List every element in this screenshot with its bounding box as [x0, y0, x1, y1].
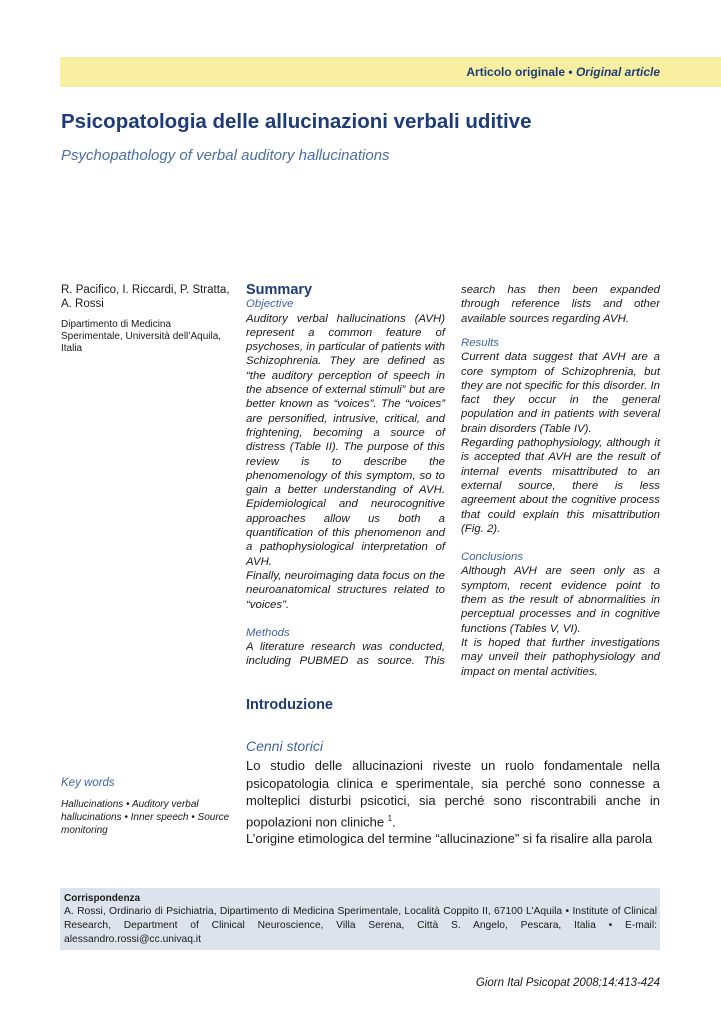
- paper-subtitle: Psychopathology of verbal auditory hallucinations: [61, 147, 390, 164]
- objective-text: Auditory verbal hallucinations (AVH) represent a common feature of psychoses, in particular of patients with Schizophrenia. They are defined as “the auditory perception of speech in the absence of external stimuli” but are better known as “voices”. The “voices” are personified, intrusive, critical, and frightening, becoming a source of distress (Table II). The purpose of this review is to describe the phenomenology of this symptom, so to gain a better understanding of AVH. Epidemiological and neurocognitive approaches allow us both a quantification of this phenomenon and a pathophysiological interpretation of AVH.: [246, 312, 445, 568]
- results-text: Current data suggest that AVH are a core symptom of Schizophrenia, but they are not specific for this disorder. In fact they occur in the general population and in patients with several brain disorders (Table IV).: [461, 351, 660, 435]
- article-type-label: [466, 65, 660, 79]
- intro-paragraph-1: [246, 757, 660, 830]
- correspondence-box: [60, 888, 660, 950]
- affiliation: Dipartimento di Medicina Sperimentale, Università dell’Aquila, Italia: [61, 319, 222, 354]
- conclusions-heading: Conclusions: [461, 551, 524, 564]
- summary-heading: Summary: [246, 282, 313, 298]
- conclusions-text: Although AVH are seen only as a symptom, recent evidence point to them as the result of abnormalities in perceptual processes and in cognitive functions (Tables V, VI).: [461, 565, 660, 635]
- paper-title: Psicopatologia delle allucinazioni verbali uditive: [61, 110, 532, 133]
- intro-p1-end: .: [392, 813, 396, 829]
- methods-heading: Methods: [246, 626, 290, 639]
- keywords-heading: Key words: [61, 777, 115, 789]
- keywords-list: Hallucinations • Auditory verbal hallucinations • Inner speech • Source monitoring: [61, 799, 230, 836]
- authors: R. Pacifico, I. Riccardi, P. Stratta, A. Rossi: [61, 284, 230, 310]
- intro-p1-text: Lo studio delle allucinazioni riveste un ruolo fondamentale nella psicopatologia clinica e sperimentale, sia perché sono connesse a molteplici disturbi psicotici, sia perché sono riscontrabili anche in popolazioni non cliniche: [246, 758, 660, 829]
- results-heading: Results: [461, 337, 499, 349]
- methods-continued: search has then been expanded through reference lists and other available sources regarding AVH.: [461, 284, 660, 325]
- conclusions-text-2: It is hoped that further investigations may unveil their pathophysiology and impact on mental activities.: [461, 636, 660, 678]
- section-it: Articolo originale: [466, 65, 566, 79]
- objective-heading: Objective: [246, 298, 294, 311]
- section-en: Original article: [575, 65, 660, 79]
- journal-citation: Giorn Ital Psicopat 2008;14:413-424: [475, 977, 660, 989]
- summary-column-1: [246, 283, 445, 668]
- intro-subheading: Cenni storici: [246, 738, 324, 754]
- correspondence-heading: Corrispondenza: [64, 893, 141, 904]
- methods-text: A literature research was conducted, including PUBMED as source. This: [246, 641, 445, 668]
- results-text-2: Regarding pathophysiology, although it is accepted that AVH are the result of internal events misattributed to an external source, there is less agreement about the cognitive process that could explain this misattribution (Fig. 2).: [461, 437, 660, 535]
- separator: •: [568, 65, 573, 79]
- intro-heading: Introduzione: [246, 697, 333, 713]
- article-type-band: [60, 57, 721, 87]
- correspondence-text: A. Rossi, Ordinario di Psichiatria, Dipartimento di Medicina Sperimentale, Località Coppito II, 67100 L’Aquila • Institute of Clinical Research, Department of Clinical Neuroscience, Villa Serena, Città S. Angelo, Pescara, Italia • E-mail: alessandro.rossi@cc.univaq.it: [64, 906, 657, 945]
- objective-text-2: Finally, neuroimaging data focus on the neuroanatomical structures related to “voices”.: [246, 569, 445, 611]
- footnote-ref[interactable]: 1: [387, 813, 393, 823]
- intro-body: [246, 757, 660, 848]
- summary-column-2: [461, 283, 660, 679]
- intro-paragraph-2: L’origine etimologica del termine “allucinazione” si fa risalire alla parola: [246, 831, 653, 847]
